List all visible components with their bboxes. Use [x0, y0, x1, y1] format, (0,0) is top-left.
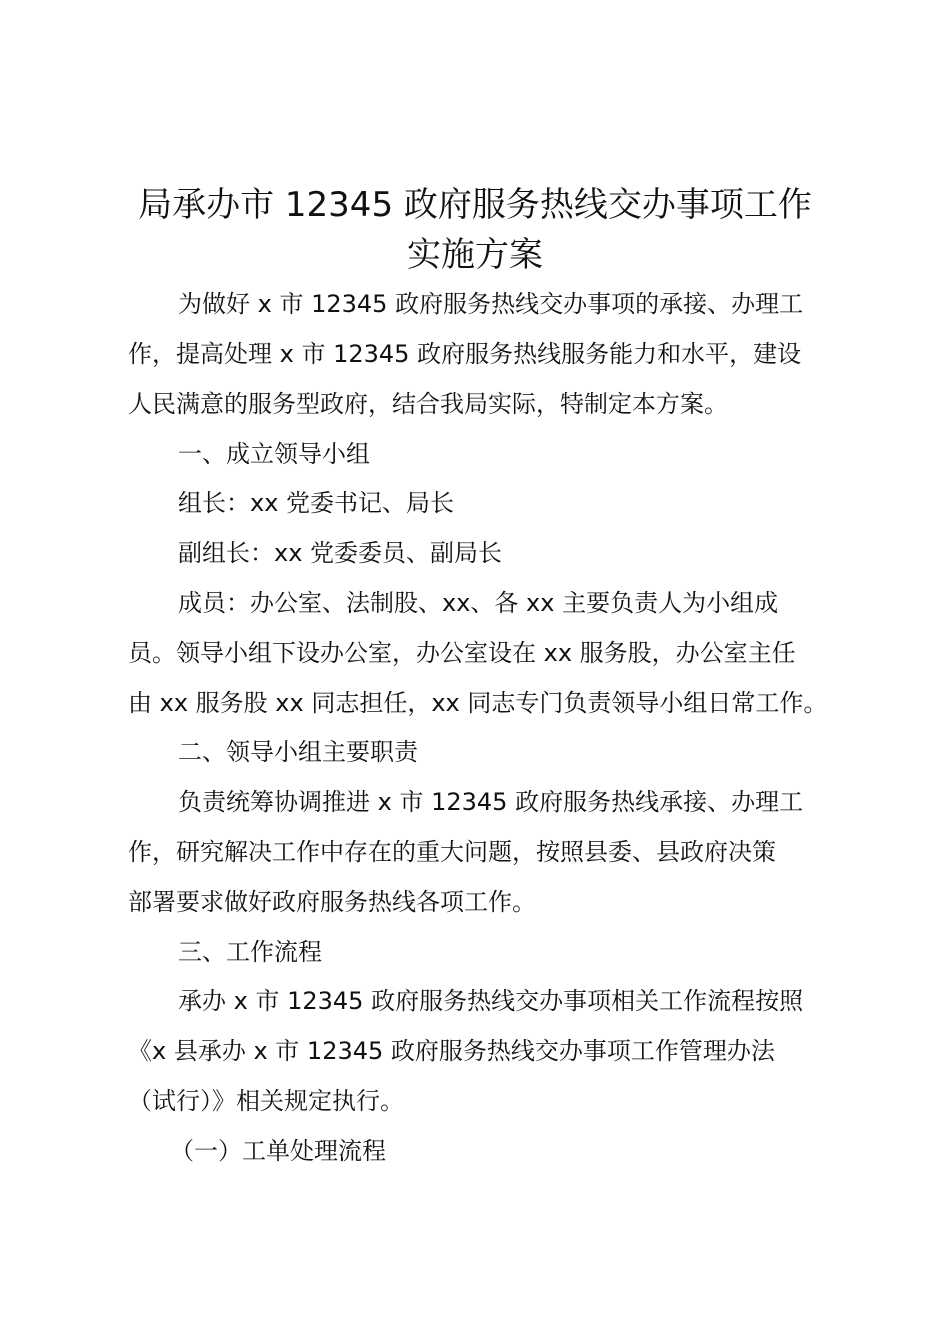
section-heading-1: 一、成立领导小组: [178, 440, 370, 468]
document-title-line-2: 实施方案: [407, 235, 543, 275]
deputy-leader-line: 副组长：xx 党委委员、副局长: [178, 539, 503, 567]
process-paragraph-line-2: 《x 县承办 x 市 12345 政府服务热线交办事项工作管理办法: [128, 1037, 775, 1065]
subsection-heading-1: （一）工单处理流程: [170, 1137, 386, 1165]
intro-paragraph-line-2: 作，提高处理 x 市 12345 政府服务热线服务能力和水平，建设: [128, 340, 802, 368]
intro-paragraph-line-3: 人民满意的服务型政府，结合我局实际，特制定本方案。: [128, 390, 728, 418]
duties-paragraph-line-1: 负责统筹协调推进 x 市 12345 政府服务热线承接、办理工: [178, 788, 804, 816]
members-paragraph-line-1: 成员：办公室、法制股、xx、各 xx 主要负责人为小组成: [178, 589, 779, 617]
process-paragraph-line-3: （试行）》相关规定执行。: [128, 1087, 404, 1115]
section-heading-2: 二、领导小组主要职责: [178, 738, 418, 766]
members-paragraph-line-2: 员。领导小组下设办公室，办公室设在 xx 服务股，办公室主任: [128, 639, 796, 667]
duties-paragraph-line-3: 部署要求做好政府服务热线各项工作。: [128, 888, 536, 916]
intro-paragraph-line-1: 为做好 x 市 12345 政府服务热线交办事项的承接、办理工: [178, 290, 804, 318]
duties-paragraph-line-2: 作，研究解决工作中存在的重大问题，按照县委、县政府决策: [128, 838, 776, 866]
members-paragraph-line-3: 由 xx 服务股 xx 同志担任，xx 同志专门负责领导小组日常工作。: [128, 689, 828, 717]
leader-line: 组长：xx 党委书记、局长: [178, 489, 455, 517]
document-title-line-1: 局承办市 12345 政府服务热线交办事项工作: [138, 185, 812, 225]
section-heading-3: 三、工作流程: [178, 938, 322, 966]
process-paragraph-line-1: 承办 x 市 12345 政府服务热线交办事项相关工作流程按照: [178, 987, 804, 1015]
